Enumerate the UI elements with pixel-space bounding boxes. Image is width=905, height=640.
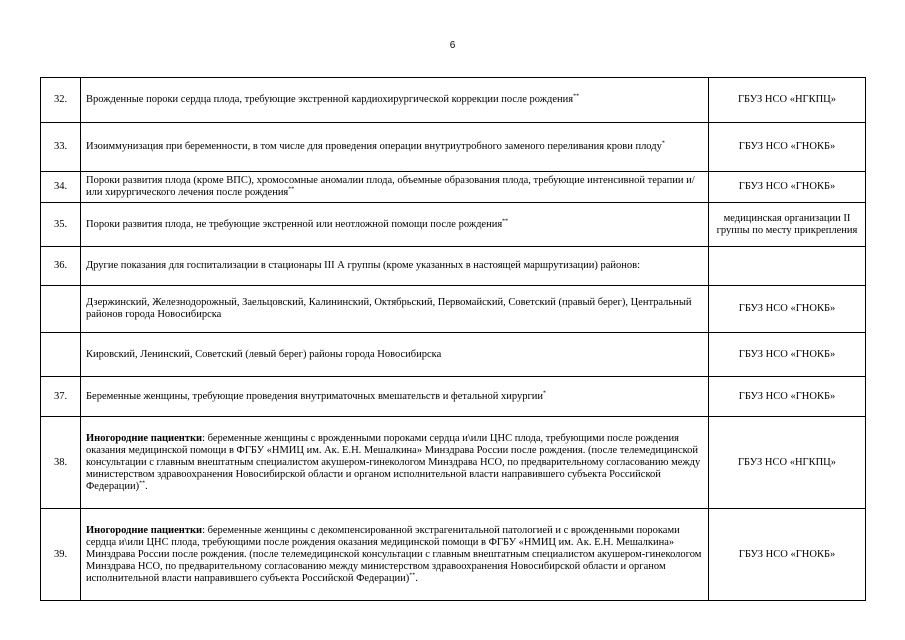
table-row <box>41 78 866 123</box>
row-organization: ГБУЗ НСО «ГНОКБ» <box>709 509 866 601</box>
row-organization: ГБУЗ НСО «ГНОКБ» <box>709 377 866 417</box>
row-tail: . <box>415 572 418 584</box>
row-organization: ГБУЗ НСО «ГНОКБ» <box>709 286 866 333</box>
row-number <box>41 333 81 377</box>
routing-table <box>40 77 866 601</box>
footnote-mark: ** <box>573 93 580 100</box>
row-text: Кировский, Ленинский, Советский (левый берег) районы города Новосибирска <box>86 348 442 360</box>
row-text: : беременные женщины с декомпенсированной экстрагенитальной патологией и с врожденными пороками сердца и\или ЦНС плода, требующими после рождения оказания медицинской помощи в ФГБУ «НМИЦ им. Ак. Е.Н. Мешалкина» Минздрава России после рождения. (после телемедицинской консультации с главным внештатным специалистом акушером-гинекологом Минздрава НСО, по предварительному согласованию между министерством здравоохранения Новосибирской области и органом исполнительной власти направившего субъекта Российской Федерации) <box>86 524 702 584</box>
row-text: Пороки развития плода, не требующие экстренной или неотложной помощи после рождения <box>86 218 503 230</box>
row-description <box>81 78 709 123</box>
row-description <box>81 203 709 247</box>
row-text: Другие показания для госпитализации в стационары III А группы (кроме указанных в настоящей маршрутизации) районов: <box>86 260 640 271</box>
row-organization: ГБУЗ НСО «ГНОКБ» <box>709 172 866 203</box>
row-organization: ГБУЗ НСО «ГНОКБ» <box>709 123 866 172</box>
table-row <box>41 203 866 247</box>
row-text: Пороки развития плода (кроме ВПС), хромосомные аномалии плода, объемные образования плода, требующие интенсивной терапии и/или хирургического лечения после рождения <box>86 175 695 198</box>
row-organization: ГБУЗ НСО «НГКПЦ» <box>709 417 866 509</box>
row-number: 35. <box>41 203 81 247</box>
row-organization <box>709 247 866 286</box>
footnote-mark: ** <box>409 572 416 578</box>
table-row <box>41 286 866 333</box>
row-number: 39. <box>41 509 81 601</box>
row-organization: ГБУЗ НСО «НГКПЦ» <box>709 78 866 123</box>
table-row <box>41 417 866 509</box>
row-tail: . <box>145 480 148 492</box>
row-number: 32. <box>41 78 81 123</box>
row-text: Дзержинский, Железнодорожный, Заельцовский, Калининский, Октябрьский, Первомайский, Советский (правый берег), Центральный районов города Новосибирска <box>86 297 692 320</box>
row-number: 33. <box>41 123 81 172</box>
table-row <box>41 377 866 417</box>
page-number: 6 <box>449 40 456 51</box>
row-description <box>81 377 709 417</box>
table-row <box>41 509 866 601</box>
footnote-mark: * <box>543 390 547 396</box>
row-description <box>81 417 709 509</box>
row-description <box>81 123 709 172</box>
footnote-mark: ** <box>139 480 146 486</box>
row-number <box>41 286 81 333</box>
footnote-mark: * <box>661 140 665 147</box>
row-description <box>81 286 709 333</box>
row-number: 37. <box>41 377 81 417</box>
row-organization: ГБУЗ НСО «ГНОКБ» <box>709 333 866 377</box>
table-row <box>41 123 866 172</box>
row-text: Изоиммунизация при беременности, в том числе для проведения операции внутриутробного заменого переливания крови плоду <box>86 141 662 152</box>
row-bold-lead: Иногородние пациентки <box>86 432 203 444</box>
row-description <box>81 172 709 203</box>
row-organization: медицинская организации II группы по месту прикрепления <box>709 203 866 247</box>
row-text: Беременные женщины, требующие проведения внутриматочных вмешательств и фетальной хирургии <box>86 390 544 402</box>
row-number: 34. <box>41 172 81 203</box>
row-text: : беременные женщины с врожденными пороками сердца и\или ЦНС плода, требующими после рождения оказания медицинской помощи в ФГБУ «НМИЦ им. Ак. Е.Н. Мешалкина» Минздрава России после рождения. (после телемедицинской консультации с главным внештатным специалистом акушером-гинекологом Минздрава НСО, по предварительному согласованию между министерством здравоохранения Новосибирской области и органом исполнительной власти направившего субъекта Российской Федерации) <box>86 432 701 492</box>
row-number: 38. <box>41 417 81 509</box>
row-description <box>81 247 709 286</box>
table-row <box>41 172 866 203</box>
row-description <box>81 333 709 377</box>
footnote-mark: ** <box>288 186 295 193</box>
row-number: 36. <box>41 247 81 286</box>
row-description <box>81 509 709 601</box>
table-row <box>41 247 866 286</box>
footnote-mark: ** <box>502 218 509 224</box>
table-row <box>41 333 866 377</box>
row-text: Врожденные пороки сердца плода, требующие экстренной кардиохирургической коррекции после рождения <box>86 94 574 105</box>
row-bold-lead: Иногородние пациентки <box>86 524 203 536</box>
